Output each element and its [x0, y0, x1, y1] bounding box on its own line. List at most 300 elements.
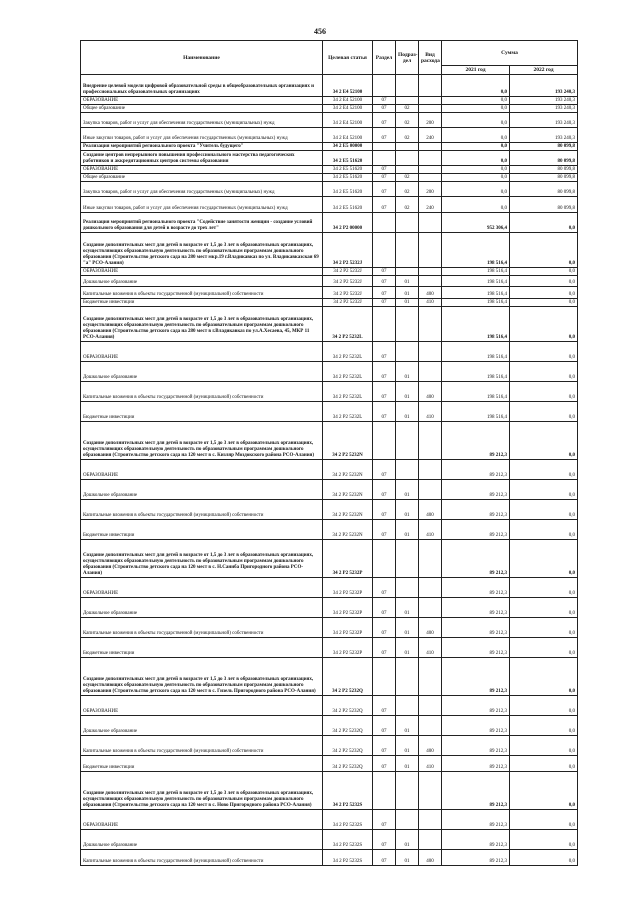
- cell-expense-type: [419, 97, 442, 105]
- cell-target: 34 2 P2 5232P: [323, 638, 373, 658]
- cell-name: ОБРАЗОВАНИЕ: [81, 166, 323, 174]
- cell-expense-type: 400: [419, 287, 442, 299]
- cell-subsection: 01: [396, 276, 419, 287]
- table-row: [81, 598, 578, 618]
- table-row: [81, 276, 578, 287]
- cell-sum-2022: 0,0: [510, 696, 578, 716]
- cell-section: 07: [373, 716, 396, 736]
- cell-name: ОБРАЗОВАНИЕ: [81, 460, 323, 480]
- cell-section: 07: [373, 182, 396, 197]
- cell-expense-type: [419, 830, 442, 850]
- cell-name: Капитальные вложения в объекты государственной (муниципальной) собственности: [81, 850, 323, 866]
- cell-sum-2022: 0,0: [510, 540, 578, 578]
- cell-section: 07: [373, 618, 396, 638]
- cell-sum-2021: 198 516,4: [442, 307, 510, 342]
- cell-subsection: 01: [396, 598, 419, 618]
- cell-name: ОБРАЗОВАНИЕ: [81, 342, 323, 362]
- cell-sum-2022: 0,0: [510, 658, 578, 696]
- table-row: [81, 736, 578, 756]
- cell-name: Реализация мероприятий регионального проекта "Учитель будущего": [81, 143, 323, 151]
- cell-sum-2022: 0,0: [510, 638, 578, 658]
- cell-target: 34 2 P2 5232P: [323, 578, 373, 598]
- table-row: [81, 287, 578, 299]
- cell-section: [373, 143, 396, 151]
- cell-sum-2022: 0,0: [510, 268, 578, 276]
- cell-sum-2022: 0,0: [510, 307, 578, 342]
- cell-section: 07: [373, 342, 396, 362]
- cell-section: [373, 540, 396, 578]
- cell-name: Дошкольное образование: [81, 830, 323, 850]
- cell-target: 34 2 E4 52100: [323, 113, 373, 128]
- cell-subsection: 01: [396, 500, 419, 520]
- cell-sum-2022: 0,0: [510, 233, 578, 268]
- cell-sum-2021: 89 212,3: [442, 756, 510, 772]
- cell-name: Иные закупки товаров, работ и услуг для обеспечения государственных (муниципальных) нужд: [81, 128, 323, 143]
- cell-sum-2022: 0,0: [510, 598, 578, 618]
- cell-target: 34 2 P2 5232N: [323, 460, 373, 480]
- cell-expense-type: 410: [419, 520, 442, 540]
- cell-name: Капитальные вложения в объекты государственной (муниципальной) собственности: [81, 500, 323, 520]
- cell-subsection: 01: [396, 520, 419, 540]
- cell-sum-2022: 0,0: [510, 772, 578, 810]
- cell-target: 34 2 P2 5232J: [323, 287, 373, 299]
- cell-sum-2022: 0,0: [510, 362, 578, 382]
- cell-section: 07: [373, 500, 396, 520]
- cell-target: 34 2 P2 5232J: [323, 233, 373, 268]
- cell-sum-2021: 89 212,3: [442, 618, 510, 638]
- cell-section: 07: [373, 97, 396, 105]
- header-subsection: Подраз-дел: [396, 41, 419, 75]
- cell-section: 07: [373, 362, 396, 382]
- table-row: [81, 213, 578, 233]
- header-section: Раздел: [373, 41, 396, 75]
- cell-section: [373, 151, 396, 166]
- cell-expense-type: 400: [419, 618, 442, 638]
- table-row: [81, 618, 578, 638]
- table-row: [81, 105, 578, 113]
- cell-target: 34 2 P2 5232L: [323, 362, 373, 382]
- cell-name: Дошкольное образование: [81, 276, 323, 287]
- cell-name: Дошкольное образование: [81, 480, 323, 500]
- cell-sum-2022: 0,0: [510, 830, 578, 850]
- cell-name: Закупка товаров, работ и услуг для обеспечения государственных (муниципальных) нужд: [81, 113, 323, 128]
- cell-subsection: 02: [396, 113, 419, 128]
- cell-sum-2021: 89 212,3: [442, 638, 510, 658]
- cell-subsection: 01: [396, 402, 419, 422]
- cell-subsection: 02: [396, 197, 419, 213]
- budget-table: [80, 40, 578, 866]
- cell-expense-type: [419, 213, 442, 233]
- cell-target: 34 2 E5 51620: [323, 182, 373, 197]
- table-row: [81, 772, 578, 810]
- cell-expense-type: [419, 151, 442, 166]
- cell-target: 34 2 P2 5232L: [323, 307, 373, 342]
- cell-name: Капитальные вложения в объекты государственной (муниципальной) собственности: [81, 287, 323, 299]
- cell-subsection: 01: [396, 287, 419, 299]
- cell-sum-2021: 198 516,4: [442, 233, 510, 268]
- cell-subsection: [396, 810, 419, 830]
- cell-target: 34 2 P2 5232S: [323, 830, 373, 850]
- cell-sum-2022: 0,0: [510, 460, 578, 480]
- cell-sum-2021: 0,0: [442, 197, 510, 213]
- cell-expense-type: [419, 772, 442, 810]
- header-name: Наименование: [81, 41, 323, 75]
- header-target: Целевая статья: [323, 41, 373, 75]
- cell-section: 07: [373, 113, 396, 128]
- cell-target: 34 2 E4 52100: [323, 97, 373, 105]
- cell-sum-2021: 0,0: [442, 166, 510, 174]
- cell-name: Создание дополнительных мест для детей в возрасте от 1,5 до 3 лет в образовательных организациях, осуществляющих образовательную деятельность по образовательным программам дошкольного образования (Строительство детского сада на 280 мест в г.Владикавказ по ул.А.Хесаева, 45, МКР 11 РСО-Алания): [81, 307, 323, 342]
- cell-sum-2021: 89 212,3: [442, 460, 510, 480]
- cell-subsection: 01: [396, 618, 419, 638]
- cell-expense-type: [419, 307, 442, 342]
- cell-subsection: 01: [396, 756, 419, 772]
- cell-sum-2021: 0,0: [442, 97, 510, 105]
- cell-sum-2022: 80 099,8: [510, 143, 578, 151]
- cell-section: 07: [373, 578, 396, 598]
- cell-target: 34 2 P2 5232S: [323, 810, 373, 830]
- table-row: [81, 299, 578, 307]
- cell-expense-type: [419, 598, 442, 618]
- cell-target: 34 2 E4 52100: [323, 128, 373, 143]
- cell-expense-type: [419, 658, 442, 696]
- cell-subsection: 02: [396, 174, 419, 182]
- header-year-2021: 2021 год: [442, 66, 510, 75]
- cell-sum-2021: 0,0: [442, 151, 510, 166]
- table-row: [81, 810, 578, 830]
- cell-target: 34 2 P2 5232L: [323, 382, 373, 402]
- cell-subsection: [396, 75, 419, 97]
- cell-subsection: [396, 233, 419, 268]
- cell-sum-2021: 89 212,3: [442, 500, 510, 520]
- cell-section: 07: [373, 696, 396, 716]
- cell-sum-2022: 0,0: [510, 736, 578, 756]
- cell-section: [373, 213, 396, 233]
- cell-subsection: 01: [396, 299, 419, 307]
- table-row: [81, 402, 578, 422]
- cell-sum-2021: 89 212,3: [442, 658, 510, 696]
- cell-target: 34 2 P2 5232P: [323, 618, 373, 638]
- cell-sum-2022: 0,0: [510, 850, 578, 866]
- cell-subsection: [396, 166, 419, 174]
- cell-subsection: 01: [396, 382, 419, 402]
- table-row: [81, 307, 578, 342]
- cell-name: Закупка товаров, работ и услуг для обеспечения государственных (муниципальных) нужд: [81, 182, 323, 197]
- cell-name: ОБРАЗОВАНИЕ: [81, 696, 323, 716]
- cell-section: 07: [373, 166, 396, 174]
- cell-sum-2022: 193 240,3: [510, 97, 578, 105]
- table-row: [81, 658, 578, 696]
- cell-subsection: [396, 578, 419, 598]
- cell-sum-2021: 89 212,3: [442, 850, 510, 866]
- cell-subsection: [396, 540, 419, 578]
- cell-sum-2022: 0,0: [510, 810, 578, 830]
- cell-sum-2022: 193 240,3: [510, 105, 578, 113]
- cell-subsection: [396, 151, 419, 166]
- cell-name: Капитальные вложения в объекты государственной (муниципальной) собственности: [81, 382, 323, 402]
- cell-expense-type: [419, 460, 442, 480]
- cell-sum-2021: 0,0: [442, 113, 510, 128]
- cell-expense-type: [419, 422, 442, 460]
- cell-target: 34 2 E5 51620: [323, 166, 373, 174]
- table-row: [81, 128, 578, 143]
- cell-section: 07: [373, 174, 396, 182]
- cell-name: Создание дополнительных мест для детей в возрасте от 1,5 до 3 лет в образовательных организациях, осуществляющих образовательную деятельность по образовательным программам дошкольного образования (Строительство детского сада на 120 мест в с. Кизляр Моздокского района РСО-Алания): [81, 422, 323, 460]
- table-row: [81, 422, 578, 460]
- table-row: [81, 696, 578, 716]
- cell-target: 34 2 P2 5232S: [323, 850, 373, 866]
- cell-name: Иные закупки товаров, работ и услуг для обеспечения государственных (муниципальных) нужд: [81, 197, 323, 213]
- cell-target: 34 2 P2 5232Q: [323, 716, 373, 736]
- cell-subsection: 02: [396, 182, 419, 197]
- cell-section: 07: [373, 382, 396, 402]
- cell-section: 07: [373, 756, 396, 772]
- cell-sum-2022: 0,0: [510, 716, 578, 736]
- cell-section: 07: [373, 128, 396, 143]
- cell-section: 07: [373, 480, 396, 500]
- cell-name: Создание центров непрерывного повышения профессионального мастерства педагогических работников и аккредитационных центров системы образования: [81, 151, 323, 166]
- cell-sum-2022: 0,0: [510, 500, 578, 520]
- cell-expense-type: 410: [419, 756, 442, 772]
- cell-target: 34 2 P2 5232Q: [323, 696, 373, 716]
- table-row: [81, 480, 578, 500]
- cell-name: Капитальные вложения в объекты государственной (муниципальной) собственности: [81, 618, 323, 638]
- table-row: [81, 540, 578, 578]
- cell-target: 34 2 E4 52100: [323, 105, 373, 113]
- cell-name: Капитальные вложения в объекты государственной (муниципальной) собственности: [81, 736, 323, 756]
- cell-expense-type: 400: [419, 382, 442, 402]
- cell-target: 34 2 P2 5232J: [323, 299, 373, 307]
- cell-name: ОБРАЗОВАНИЕ: [81, 97, 323, 105]
- cell-target: 34 2 P2 5232N: [323, 500, 373, 520]
- cell-name: Реализация мероприятий регионального проекта "Содействие занятости женщин - создание условий дошкольного образования для детей в возрасте до трех лет": [81, 213, 323, 233]
- cell-sum-2021: 89 212,3: [442, 578, 510, 598]
- cell-sum-2022: 0,0: [510, 276, 578, 287]
- cell-sum-2021: 198 516,4: [442, 299, 510, 307]
- cell-sum-2022: 0,0: [510, 480, 578, 500]
- cell-sum-2022: 80 099,8: [510, 182, 578, 197]
- cell-subsection: [396, 772, 419, 810]
- cell-target: 34 2 P2 5232N: [323, 520, 373, 540]
- cell-sum-2021: 198 516,4: [442, 382, 510, 402]
- cell-expense-type: [419, 166, 442, 174]
- cell-target: 34 2 P2 5232P: [323, 598, 373, 618]
- cell-section: [373, 233, 396, 268]
- cell-subsection: [396, 460, 419, 480]
- table-row: [81, 182, 578, 197]
- cell-target: 34 2 P2 5232N: [323, 422, 373, 460]
- page-number: 456: [314, 27, 326, 36]
- table-row: [81, 850, 578, 866]
- table-row: [81, 97, 578, 105]
- cell-sum-2021: 89 212,3: [442, 772, 510, 810]
- cell-sum-2021: 0,0: [442, 128, 510, 143]
- cell-target: 34 2 P2 5232P: [323, 540, 373, 578]
- cell-target: 34 2 P2 5232J: [323, 268, 373, 276]
- cell-sum-2021: 198 516,4: [442, 402, 510, 422]
- table-row: [81, 520, 578, 540]
- header-sum: Сумма: [442, 41, 578, 66]
- cell-sum-2022: 193 240,3: [510, 113, 578, 128]
- cell-expense-type: 400: [419, 736, 442, 756]
- cell-expense-type: [419, 75, 442, 97]
- cell-target: 34 2 E4 52100: [323, 75, 373, 97]
- cell-name: Бюджетные инвестиции: [81, 402, 323, 422]
- cell-target: 34 2 P2 5232S: [323, 772, 373, 810]
- cell-expense-type: [419, 143, 442, 151]
- cell-subsection: [396, 696, 419, 716]
- cell-sum-2022: 80 099,8: [510, 166, 578, 174]
- cell-expense-type: [419, 233, 442, 268]
- cell-subsection: [396, 97, 419, 105]
- cell-expense-type: [419, 362, 442, 382]
- cell-sum-2021: 198 516,4: [442, 276, 510, 287]
- cell-sum-2021: 89 212,3: [442, 598, 510, 618]
- cell-sum-2021: 0,0: [442, 174, 510, 182]
- cell-subsection: 01: [396, 716, 419, 736]
- table-row: [81, 756, 578, 772]
- cell-subsection: [396, 658, 419, 696]
- cell-sum-2021: 0,0: [442, 143, 510, 151]
- cell-subsection: 01: [396, 638, 419, 658]
- cell-name: Создание дополнительных мест для детей в возрасте от 1,5 до 3 лет в образовательных организациях, осуществляющих образовательную деятельность по образовательным программам дошкольного образования (Строительство детского сада на 120 мест в с. Ново Пригородного района РСО-Алания): [81, 772, 323, 810]
- cell-sum-2021: 198 516,4: [442, 342, 510, 362]
- cell-name: Дошкольное образование: [81, 598, 323, 618]
- cell-sum-2021: 0,0: [442, 182, 510, 197]
- cell-section: [373, 658, 396, 696]
- cell-sum-2021: 198 516,4: [442, 268, 510, 276]
- cell-subsection: [396, 307, 419, 342]
- cell-sum-2022: 80 099,8: [510, 151, 578, 166]
- cell-sum-2022: 193 240,3: [510, 75, 578, 97]
- cell-expense-type: [419, 268, 442, 276]
- table-row: [81, 362, 578, 382]
- table-row: [81, 197, 578, 213]
- cell-expense-type: 410: [419, 299, 442, 307]
- cell-subsection: 01: [396, 480, 419, 500]
- cell-name: Бюджетные инвестиции: [81, 520, 323, 540]
- cell-section: 07: [373, 460, 396, 480]
- cell-target: 34 2 P2 5232Q: [323, 658, 373, 696]
- cell-expense-type: 400: [419, 850, 442, 866]
- cell-sum-2021: 89 212,3: [442, 422, 510, 460]
- cell-sum-2021: 0,0: [442, 105, 510, 113]
- table-row: [81, 830, 578, 850]
- cell-sum-2022: 193 240,3: [510, 128, 578, 143]
- cell-section: 07: [373, 299, 396, 307]
- cell-section: [373, 772, 396, 810]
- cell-expense-type: [419, 810, 442, 830]
- cell-subsection: [396, 422, 419, 460]
- cell-target: 34 2 P2 5232Q: [323, 756, 373, 772]
- cell-name: Бюджетные инвестиции: [81, 638, 323, 658]
- cell-sum-2021: 89 212,3: [442, 810, 510, 830]
- cell-name: Бюджетные инвестиции: [81, 299, 323, 307]
- cell-section: 07: [373, 520, 396, 540]
- cell-expense-type: [419, 578, 442, 598]
- cell-sum-2022: 0,0: [510, 618, 578, 638]
- cell-expense-type: [419, 696, 442, 716]
- cell-subsection: [396, 342, 419, 362]
- table-row: [81, 716, 578, 736]
- cell-sum-2021: 89 212,3: [442, 696, 510, 716]
- cell-sum-2022: 0,0: [510, 382, 578, 402]
- header-year-2022: 2022 год: [510, 66, 578, 75]
- cell-sum-2022: 0,0: [510, 287, 578, 299]
- cell-target: 34 2 E5 51620: [323, 197, 373, 213]
- cell-name: ОБРАЗОВАНИЕ: [81, 268, 323, 276]
- cell-name: ОБРАЗОВАНИЕ: [81, 578, 323, 598]
- cell-section: [373, 307, 396, 342]
- cell-section: [373, 422, 396, 460]
- cell-sum-2022: 80 099,8: [510, 174, 578, 182]
- cell-name: Дошкольное образование: [81, 716, 323, 736]
- cell-expense-type: 200: [419, 113, 442, 128]
- cell-subsection: [396, 143, 419, 151]
- cell-section: 07: [373, 850, 396, 866]
- cell-name: Создание дополнительных мест для детей в возрасте от 1,5 до 3 лет в образовательных организациях, осуществляющих образовательную деятельность по образовательным программам дошкольного образования (Строительство детского сада на 120 мест в с. Гизель Пригородного района РСО-Алания): [81, 658, 323, 696]
- cell-name: Бюджетные инвестиции: [81, 756, 323, 772]
- cell-subsection: 01: [396, 850, 419, 866]
- cell-section: 07: [373, 105, 396, 113]
- cell-expense-type: 410: [419, 638, 442, 658]
- cell-name: Дошкольное образование: [81, 362, 323, 382]
- cell-section: 07: [373, 598, 396, 618]
- table-row: [81, 460, 578, 480]
- cell-expense-type: 410: [419, 402, 442, 422]
- header-expense-type: Вид расхода: [419, 41, 442, 75]
- cell-sum-2021: 89 212,3: [442, 520, 510, 540]
- cell-sum-2022: 0,0: [510, 578, 578, 598]
- cell-expense-type: [419, 540, 442, 578]
- cell-subsection: [396, 268, 419, 276]
- cell-expense-type: [419, 342, 442, 362]
- cell-subsection: 01: [396, 736, 419, 756]
- cell-expense-type: [419, 716, 442, 736]
- table-row: [81, 500, 578, 520]
- cell-target: 34 2 P2 5232J: [323, 276, 373, 287]
- cell-sum-2021: 198 516,4: [442, 362, 510, 382]
- cell-expense-type: [419, 276, 442, 287]
- cell-expense-type: 240: [419, 197, 442, 213]
- table-row: [81, 382, 578, 402]
- cell-target: 34 2 P2 00000: [323, 213, 373, 233]
- cell-name: Общее образование: [81, 105, 323, 113]
- cell-section: [373, 75, 396, 97]
- table-row: [81, 174, 578, 182]
- cell-sum-2022: 0,0: [510, 756, 578, 772]
- cell-sum-2022: 0,0: [510, 402, 578, 422]
- table-row: [81, 143, 578, 151]
- cell-target: 34 2 P2 5232N: [323, 480, 373, 500]
- cell-name: Создание дополнительных мест для детей в возрасте от 1,5 до 3 лет в образовательных организациях, осуществляющих образовательную деятельность по образовательным программам дошкольного образования (Строительство детского сада на 280 мест мкр.19 г.Владикавказ по ул. Владикавказская 69 "а" РСО-Алания): [81, 233, 323, 268]
- cell-subsection: 02: [396, 128, 419, 143]
- cell-expense-type: [419, 174, 442, 182]
- cell-target: 34 2 E5 51620: [323, 151, 373, 166]
- table-row: [81, 268, 578, 276]
- table-row: [81, 342, 578, 362]
- cell-sum-2021: 89 212,3: [442, 480, 510, 500]
- cell-name: Внедрение целевой модели цифровой образовательной среды в общеобразовательных организациях и профессиональных образовательных организациях: [81, 75, 323, 97]
- cell-sum-2022: 0,0: [510, 422, 578, 460]
- cell-sum-2022: 80 099,8: [510, 197, 578, 213]
- table-row: [81, 638, 578, 658]
- cell-sum-2021: 0,0: [442, 75, 510, 97]
- cell-sum-2021: 89 212,3: [442, 540, 510, 578]
- cell-expense-type: 200: [419, 182, 442, 197]
- cell-subsection: 01: [396, 830, 419, 850]
- cell-target: 34 2 P2 5232L: [323, 342, 373, 362]
